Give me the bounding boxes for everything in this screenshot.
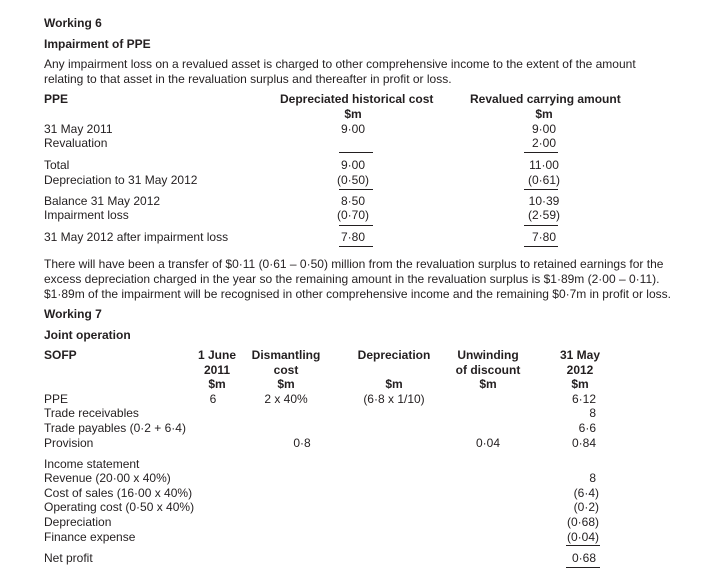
- sofp-cell-1-june: 6: [209, 392, 217, 406]
- ppe-row-label: Revaluation: [44, 136, 108, 150]
- col-header-31-may: 31 May: [559, 348, 601, 362]
- col-header-1-june: $m: [208, 377, 226, 391]
- subtotal-rule: [339, 152, 373, 153]
- income-row-value: (0·2): [573, 500, 599, 514]
- col-header-unwinding: of discount: [455, 363, 521, 377]
- income-row-label: Depreciation: [44, 515, 112, 529]
- ppe-row-historical: (0·70): [336, 208, 369, 222]
- income-statement-label: Income statement: [44, 457, 140, 471]
- col-header-dismantling: cost: [273, 363, 299, 377]
- revalued-amount-unit: $m: [535, 107, 553, 121]
- col-header-dismantling: Dismantling: [251, 348, 321, 362]
- working-6-title: Working 6: [44, 16, 102, 30]
- col-header-31-may: 2012: [566, 363, 594, 377]
- col-header-depreciation: $m: [385, 377, 403, 391]
- income-row-value: (6·4): [573, 486, 599, 500]
- income-row-label: Operating cost (0·50 x 40%): [44, 500, 195, 514]
- ppe-row-historical: 9·00: [340, 158, 366, 172]
- sofp-label: SOFP: [44, 348, 77, 362]
- income-row-value: (0·04): [566, 530, 599, 544]
- total-rule: [339, 246, 373, 247]
- col-header-31-may: $m: [571, 377, 589, 391]
- ppe-row-revalued: 9·00: [531, 122, 557, 136]
- working-7-subtitle: Joint operation: [44, 328, 131, 342]
- ppe-row-label: 31 May 2011: [44, 122, 113, 136]
- ppe-row-revalued: 7·80: [531, 230, 557, 244]
- ppe-row-historical: 8·50: [340, 194, 366, 208]
- ppe-row-label: Depreciation to 31 May 2012: [44, 173, 198, 187]
- income-row-value: (0·68): [566, 515, 599, 529]
- ppe-table-label-header: PPE: [44, 92, 69, 106]
- ppe-row-label: Total: [44, 158, 70, 172]
- ppe-row-label: Impairment loss: [44, 208, 129, 222]
- sofp-row-label: Trade receivables: [44, 406, 139, 420]
- sofp-cell-depreciation: (6·8 x 1/10): [363, 392, 425, 406]
- historical-cost-header: Depreciated historical cost: [280, 92, 434, 106]
- subtotal-rule: [524, 152, 558, 153]
- col-header-unwinding: Unwinding: [457, 348, 519, 362]
- col-header-1-june: 2011: [203, 363, 231, 377]
- sofp-row-label: Provision: [44, 436, 94, 450]
- sofp-cell-31-may: 8: [589, 406, 596, 420]
- ppe-row-revalued: 11·00: [529, 158, 559, 172]
- sofp-cell-31-may: 6·6: [578, 421, 596, 435]
- subtotal-rule: [339, 189, 373, 190]
- ppe-row-label: 31 May 2012 after impairment loss: [44, 230, 229, 244]
- col-header-unwinding: $m: [479, 377, 497, 391]
- ppe-row-revalued: 2·00: [531, 136, 557, 150]
- sofp-row-label: Trade payables (0·2 + 6·4): [44, 421, 186, 435]
- ppe-row-historical: (0·50): [336, 173, 369, 187]
- sofp-cell-dismantling: 2 x 40%: [264, 392, 308, 406]
- sofp-cell-31-may: 0·84: [571, 436, 596, 450]
- sofp-cell-dismantling: 0·8: [293, 436, 311, 450]
- sofp-cell-31-may: 6·12: [571, 392, 596, 406]
- net-profit-value: 0·68: [571, 551, 596, 565]
- col-header-dismantling: $m: [277, 377, 295, 391]
- total-rule: [524, 246, 558, 247]
- subtotal-rule: [524, 189, 558, 190]
- net-profit-label: Net profit: [44, 551, 93, 565]
- subtotal-rule: [524, 225, 558, 226]
- income-row-value: 8: [589, 471, 596, 485]
- working-6-intro: Any impairment loss on a revalued asset is charged to other comprehensive income to the extent of the amount relating to that asset in the revaluation surplus and thereafter in profit or loss.: [44, 57, 636, 86]
- total-rule: [566, 567, 600, 568]
- revalued-amount-header: Revalued carrying amount: [470, 92, 621, 106]
- ppe-row-revalued: (2·59): [527, 208, 560, 222]
- subtotal-rule: [566, 545, 600, 546]
- working-6-subtitle: Impairment of PPE: [44, 37, 151, 51]
- ppe-row-revalued: (0·61): [527, 173, 560, 187]
- historical-cost-unit: $m: [344, 107, 362, 121]
- working-6-outro: There will have been a transfer of $0·11 (0·61 – 0·50) million from the revaluation surplus to retained earnings for the excess depreciation charged in the year so the remaining amount in the revaluation surplus is $1·89m (2·00 – 0·11). $1·89m of the impairment will be recognised in other comprehensive income and the remaining $0·7m in profit or loss.: [44, 257, 671, 301]
- ppe-row-historical: 7·80: [340, 230, 366, 244]
- subtotal-rule: [339, 225, 373, 226]
- income-row-label: Revenue (20·00 x 40%): [44, 471, 171, 485]
- working-7-title: Working 7: [44, 307, 102, 321]
- ppe-row-revalued: 10·39: [528, 194, 560, 208]
- sofp-row-label: PPE: [44, 392, 69, 406]
- ppe-row-label: Balance 31 May 2012: [44, 194, 161, 208]
- sofp-cell-unwinding: 0·04: [475, 436, 501, 450]
- col-header-1-june: 1 June: [197, 348, 236, 362]
- income-row-label: Finance expense: [44, 530, 136, 544]
- ppe-row-historical: 9·00: [340, 122, 366, 136]
- col-header-depreciation: Depreciation: [357, 348, 431, 362]
- income-row-label: Cost of sales (16·00 x 40%): [44, 486, 193, 500]
